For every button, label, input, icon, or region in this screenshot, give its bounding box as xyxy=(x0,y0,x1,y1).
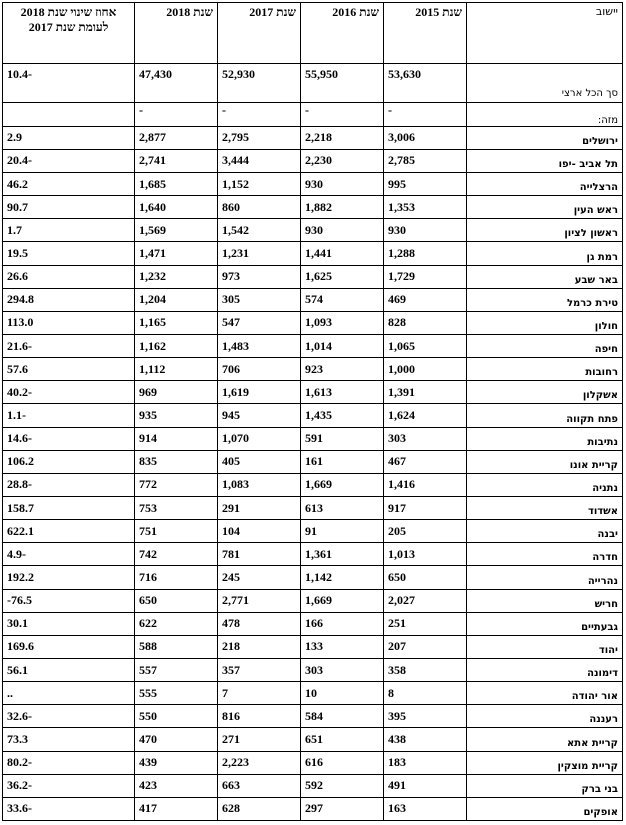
cell-2016: 161 xyxy=(301,450,384,473)
cell-2016: 616 xyxy=(301,751,384,774)
cell-settlement: חולון xyxy=(467,311,623,334)
cell-pct-change: 2.9 xyxy=(3,126,135,149)
cell-pct-change: 40.2- xyxy=(3,381,135,404)
cell-settlement: דימונה xyxy=(467,658,623,681)
cell-2016: 592 xyxy=(301,774,384,797)
cell-pct-change: 294.8 xyxy=(3,288,135,311)
cell-2017: 1,083 xyxy=(218,473,301,496)
cell-2018: 1,112 xyxy=(135,358,218,381)
cell-settlement: אשדוד xyxy=(467,496,623,519)
cell-2017: 1,152 xyxy=(218,173,301,196)
cell-2017: 218 xyxy=(218,635,301,658)
cell-2017: 2,795 xyxy=(218,126,301,149)
cell-2016: 1,441 xyxy=(301,242,384,265)
cell-settlement: אור יהודה xyxy=(467,682,623,705)
cell-2016: 1,625 xyxy=(301,265,384,288)
cell-pct-change: 1.1- xyxy=(3,404,135,427)
cell-pct-change: 192.2 xyxy=(3,566,135,589)
cell-2018: 1,471 xyxy=(135,242,218,265)
cell-2015: 1,624 xyxy=(384,404,467,427)
cell-2015: 467 xyxy=(384,450,467,473)
cell-2015: 2,785 xyxy=(384,149,467,172)
cell-2016: 1,435 xyxy=(301,404,384,427)
cell-pct-change: 80.2- xyxy=(3,751,135,774)
cell-pct-change: 21.6- xyxy=(3,335,135,358)
national-total-row xyxy=(3,64,623,102)
cell-2018: 1,685 xyxy=(135,173,218,196)
cell-pct-change: 57.6 xyxy=(3,358,135,381)
cell-2017: 973 xyxy=(218,265,301,288)
cell-settlement: באר שבע xyxy=(467,265,623,288)
cell-2017: 405 xyxy=(218,450,301,473)
cell-2018: 417 xyxy=(135,797,218,820)
cell-pct-change: 90.7 xyxy=(3,196,135,219)
cell-pct-change: 158.7 xyxy=(3,496,135,519)
cell-2018: 914 xyxy=(135,427,218,450)
cell-2017: 945 xyxy=(218,404,301,427)
cell-pct-change: 622.1 xyxy=(3,520,135,543)
cell-pct-change: 32.6- xyxy=(3,705,135,728)
table-row xyxy=(3,335,623,358)
table-row xyxy=(3,520,623,543)
cell-2018: 1,640 xyxy=(135,196,218,219)
cell-pct-change: -76.5 xyxy=(3,589,135,612)
cell-pct-change: 28.8- xyxy=(3,473,135,496)
cell-pct-change: 1.7 xyxy=(3,219,135,242)
cell-2015: 303 xyxy=(384,427,467,450)
cell-2018: 550 xyxy=(135,705,218,728)
cell-2016: 1,613 xyxy=(301,381,384,404)
cell-2016: 133 xyxy=(301,635,384,658)
cell-2017: 816 xyxy=(218,705,301,728)
cell-2016: 1,669 xyxy=(301,473,384,496)
cell-2016: 1,361 xyxy=(301,543,384,566)
total-2017: 52,930 xyxy=(218,64,301,102)
cell-2017: 3,444 xyxy=(218,149,301,172)
cell-2016: 2,230 xyxy=(301,149,384,172)
from-row xyxy=(3,102,623,126)
table-row xyxy=(3,265,623,288)
cell-2015: 438 xyxy=(384,728,467,751)
cell-2015: 1,416 xyxy=(384,473,467,496)
cell-settlement: ראשון לציון xyxy=(467,219,623,242)
table-row xyxy=(3,566,623,589)
cell-2017: 2,771 xyxy=(218,589,301,612)
cell-2016: 1,142 xyxy=(301,566,384,589)
cell-settlement: רמת גן xyxy=(467,242,623,265)
cell-2015: 3,006 xyxy=(384,126,467,149)
cell-2016: 574 xyxy=(301,288,384,311)
cell-pct-change: 4.9- xyxy=(3,543,135,566)
cell-pct-change: 20.4- xyxy=(3,149,135,172)
total-2015: 53,630 xyxy=(384,64,467,102)
table-row xyxy=(3,705,623,728)
table-row xyxy=(3,358,623,381)
cell-2018: 716 xyxy=(135,566,218,589)
cell-settlement: ירושלים xyxy=(467,126,623,149)
cell-2018: 1,162 xyxy=(135,335,218,358)
cell-2016: 303 xyxy=(301,658,384,681)
from-2017: - xyxy=(218,102,301,126)
cell-2015: 183 xyxy=(384,751,467,774)
from-label: מזה: xyxy=(467,102,623,126)
cell-2017: 547 xyxy=(218,311,301,334)
cell-2018: 1,204 xyxy=(135,288,218,311)
cell-settlement: הרצלייה xyxy=(467,173,623,196)
table-row xyxy=(3,797,623,820)
table-row xyxy=(3,496,623,519)
table-row xyxy=(3,149,623,172)
housing-starts-table xyxy=(2,2,623,821)
total-2018: 47,430 xyxy=(135,64,218,102)
cell-2015: 205 xyxy=(384,520,467,543)
cell-settlement: פתח תקווה xyxy=(467,404,623,427)
cell-pct-change: 30.1 xyxy=(3,612,135,635)
cell-2018: 555 xyxy=(135,682,218,705)
cell-2016: 166 xyxy=(301,612,384,635)
cell-2015: 650 xyxy=(384,566,467,589)
cell-2017: 860 xyxy=(218,196,301,219)
cell-2017: 1,483 xyxy=(218,335,301,358)
cell-pct-change: 19.5 xyxy=(3,242,135,265)
cell-2015: 1,065 xyxy=(384,335,467,358)
cell-2018: 835 xyxy=(135,450,218,473)
cell-2017: 1,542 xyxy=(218,219,301,242)
table-row xyxy=(3,682,623,705)
cell-2015: 1,288 xyxy=(384,242,467,265)
cell-2017: 478 xyxy=(218,612,301,635)
cell-2017: 1,231 xyxy=(218,242,301,265)
cell-2017: 104 xyxy=(218,520,301,543)
cell-2017: 291 xyxy=(218,496,301,519)
total-label: סך הכל ארצי xyxy=(467,64,623,102)
table-row xyxy=(3,589,623,612)
cell-2018: 751 xyxy=(135,520,218,543)
cell-2016: 930 xyxy=(301,173,384,196)
cell-settlement: יבנה xyxy=(467,520,623,543)
table-row xyxy=(3,219,623,242)
cell-pct-change: 106.2 xyxy=(3,450,135,473)
cell-2018: 969 xyxy=(135,381,218,404)
cell-settlement: אופקים xyxy=(467,797,623,820)
from-2018: - xyxy=(135,102,218,126)
cell-settlement: נתניה xyxy=(467,473,623,496)
cell-2018: 742 xyxy=(135,543,218,566)
cell-pct-change: 36.2- xyxy=(3,774,135,797)
cell-2018: 772 xyxy=(135,473,218,496)
header-2015: שנת 2015 xyxy=(384,3,467,64)
cell-2016: 923 xyxy=(301,358,384,381)
cell-2016: 1,669 xyxy=(301,589,384,612)
table-row xyxy=(3,126,623,149)
header-settlement: יישוב xyxy=(467,3,623,64)
cell-2017: 628 xyxy=(218,797,301,820)
cell-2018: 423 xyxy=(135,774,218,797)
cell-settlement: חיפה xyxy=(467,335,623,358)
cell-2015: 1,391 xyxy=(384,381,467,404)
table-row xyxy=(3,173,623,196)
cell-2017: 305 xyxy=(218,288,301,311)
cell-2016: 930 xyxy=(301,219,384,242)
cell-2017: 1,070 xyxy=(218,427,301,450)
cell-2016: 651 xyxy=(301,728,384,751)
cell-pct-change: 73.3 xyxy=(3,728,135,751)
cell-2016: 584 xyxy=(301,705,384,728)
cell-pct-change: 14.6- xyxy=(3,427,135,450)
cell-2017: 271 xyxy=(218,728,301,751)
cell-settlement: רחובות xyxy=(467,358,623,381)
from-2016: - xyxy=(301,102,384,126)
table-row xyxy=(3,751,623,774)
cell-pct-change: 46.2 xyxy=(3,173,135,196)
cell-2017: 2,223 xyxy=(218,751,301,774)
cell-2015: 8 xyxy=(384,682,467,705)
cell-2016: 1,882 xyxy=(301,196,384,219)
cell-2018: 439 xyxy=(135,751,218,774)
cell-2017: 245 xyxy=(218,566,301,589)
cell-2015: 163 xyxy=(384,797,467,820)
cell-2015: 1,353 xyxy=(384,196,467,219)
cell-pct-change: 26.6 xyxy=(3,265,135,288)
cell-2015: 917 xyxy=(384,496,467,519)
cell-settlement: ראש העין xyxy=(467,196,623,219)
table-row xyxy=(3,311,623,334)
cell-settlement: בני ברק xyxy=(467,774,623,797)
cell-2015: 491 xyxy=(384,774,467,797)
cell-2015: 395 xyxy=(384,705,467,728)
cell-2016: 1,093 xyxy=(301,311,384,334)
cell-settlement: רעננה xyxy=(467,705,623,728)
cell-pct-change: 33.6- xyxy=(3,797,135,820)
table-row xyxy=(3,427,623,450)
table-row xyxy=(3,450,623,473)
cell-pct-change: .. xyxy=(3,682,135,705)
table-row xyxy=(3,635,623,658)
from-2015: - xyxy=(384,102,467,126)
cell-2015: 1,013 xyxy=(384,543,467,566)
cell-2015: 1,729 xyxy=(384,265,467,288)
cell-2015: 251 xyxy=(384,612,467,635)
table-row xyxy=(3,288,623,311)
cell-settlement: יהוד xyxy=(467,635,623,658)
cell-2017: 7 xyxy=(218,682,301,705)
cell-2018: 2,877 xyxy=(135,126,218,149)
cell-2015: 930 xyxy=(384,219,467,242)
cell-2018: 1,165 xyxy=(135,311,218,334)
cell-settlement: טירת כרמל xyxy=(467,288,623,311)
header-2018: שנת 2018 xyxy=(135,3,218,64)
cell-2015: 207 xyxy=(384,635,467,658)
cell-2016: 613 xyxy=(301,496,384,519)
cell-pct-change: 169.6 xyxy=(3,635,135,658)
cell-2018: 1,232 xyxy=(135,265,218,288)
cell-settlement: נהרייה xyxy=(467,566,623,589)
table-row xyxy=(3,196,623,219)
cell-2018: 622 xyxy=(135,612,218,635)
table-row xyxy=(3,473,623,496)
cell-settlement: חריש xyxy=(467,589,623,612)
cell-2018: 470 xyxy=(135,728,218,751)
cell-2018: 557 xyxy=(135,658,218,681)
cell-pct-change: 56.1 xyxy=(3,658,135,681)
cell-settlement: גבעתיים xyxy=(467,612,623,635)
cell-2017: 706 xyxy=(218,358,301,381)
cell-2017: 663 xyxy=(218,774,301,797)
cell-2018: 935 xyxy=(135,404,218,427)
cell-2017: 781 xyxy=(218,543,301,566)
table-row xyxy=(3,612,623,635)
cell-2016: 1,014 xyxy=(301,335,384,358)
cell-2018: 1,569 xyxy=(135,219,218,242)
cell-2016: 10 xyxy=(301,682,384,705)
cell-2016: 297 xyxy=(301,797,384,820)
cell-2017: 357 xyxy=(218,658,301,681)
table-row xyxy=(3,404,623,427)
cell-pct-change: 113.0 xyxy=(3,311,135,334)
cell-2017: 1,619 xyxy=(218,381,301,404)
cell-settlement: קריית מוצקין xyxy=(467,751,623,774)
cell-settlement: קריית אונו xyxy=(467,450,623,473)
cell-2015: 358 xyxy=(384,658,467,681)
cell-2015: 1,000 xyxy=(384,358,467,381)
header-2016: שנת 2016 xyxy=(301,3,384,64)
cell-2015: 469 xyxy=(384,288,467,311)
cell-settlement: קריית אתא xyxy=(467,728,623,751)
table-row xyxy=(3,242,623,265)
table-row xyxy=(3,658,623,681)
cell-2018: 753 xyxy=(135,496,218,519)
cell-settlement: תל אביב -יפו xyxy=(467,149,623,172)
cell-2018: 650 xyxy=(135,589,218,612)
table-row xyxy=(3,774,623,797)
cell-2015: 995 xyxy=(384,173,467,196)
cell-2018: 2,741 xyxy=(135,149,218,172)
header-pct-change: אחוז שינוי שנת 2018 לעומת שנת 2017 xyxy=(3,3,135,64)
header-row xyxy=(3,3,623,64)
cell-2016: 2,218 xyxy=(301,126,384,149)
total-pct: 10.4- xyxy=(3,64,135,102)
cell-2015: 828 xyxy=(384,311,467,334)
cell-2015: 2,027 xyxy=(384,589,467,612)
cell-settlement: נתיבות xyxy=(467,427,623,450)
cell-settlement: אשקלון xyxy=(467,381,623,404)
from-pct xyxy=(3,102,135,126)
cell-2016: 591 xyxy=(301,427,384,450)
total-2016: 55,950 xyxy=(301,64,384,102)
table-row xyxy=(3,543,623,566)
table-row xyxy=(3,728,623,751)
cell-2016: 91 xyxy=(301,520,384,543)
header-2017: שנת 2017 xyxy=(218,3,301,64)
table-row xyxy=(3,381,623,404)
cell-2018: 588 xyxy=(135,635,218,658)
cell-settlement: חדרה xyxy=(467,543,623,566)
